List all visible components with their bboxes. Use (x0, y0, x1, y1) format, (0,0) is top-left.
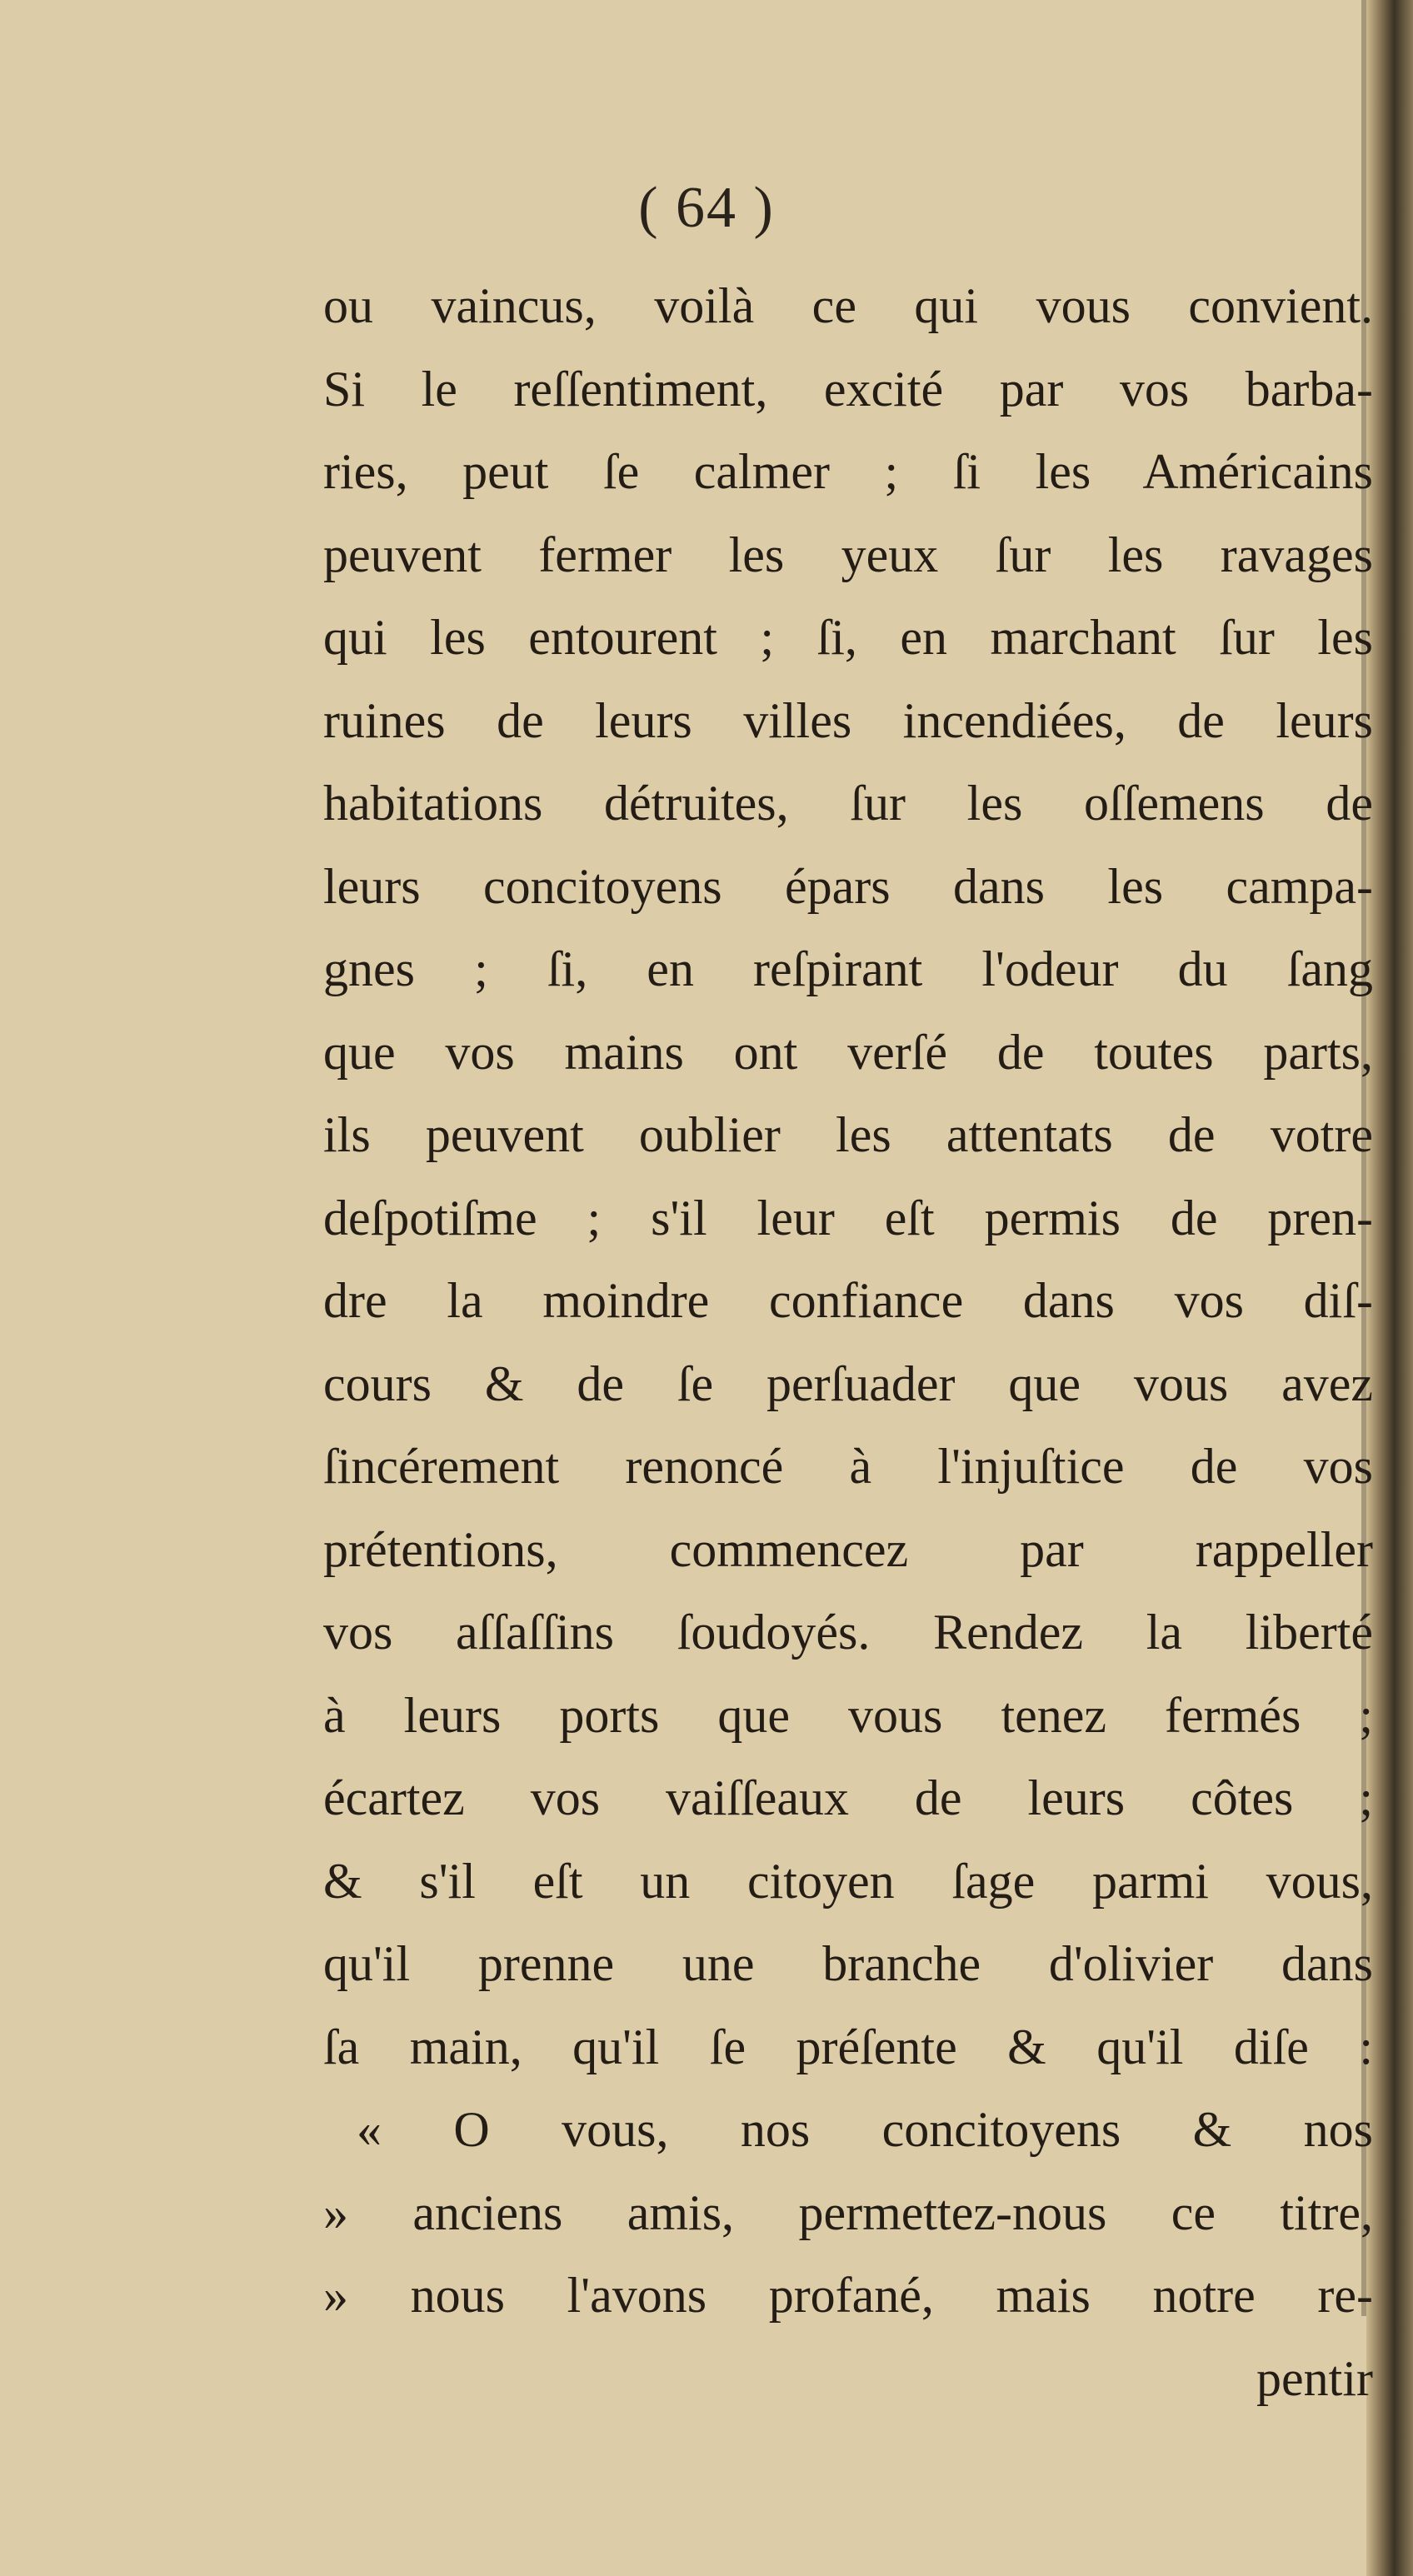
text-line-14: cours & de ſe perſuader que vous avez (323, 1355, 1373, 1411)
text-line-6: ruines de leurs villes incendiées, de leurs (323, 692, 1373, 748)
book-gutter (1366, 0, 1413, 2576)
catchword: pentir (1256, 2350, 1373, 2406)
text-line-15: ſincérement renoncé à l'injuſtice de vos (323, 1439, 1373, 1494)
text-line-13: dre la moindre confiance dans vos diſ- (323, 1273, 1373, 1328)
text-line-21: qu'il prenne une branche d'olivier dans (323, 1936, 1373, 1991)
text-line-5: qui les entourent ; ſi, en marchant ſur les (323, 610, 1373, 665)
text-line-2: Si le reſſentiment, excité par vos barba- (323, 361, 1373, 417)
text-line-22: ſa main, qu'il ſe préſente & qu'il diſe : (323, 2019, 1373, 2074)
text-line-11: ils peuvent oublier les attentats de votre (323, 1107, 1373, 1162)
text-line-7: habitations détruites, ſur les oſſemens de (323, 776, 1373, 831)
text-line-20: & s'il eſt un citoyen ſage parmi vous, (323, 1853, 1373, 1909)
text-line-1: ou vaincus, voilà ce qui vous convient. (323, 278, 1373, 333)
body-text (323, 265, 1373, 2420)
text-line-16: prétentions, commencez par rappeller (323, 1521, 1373, 1577)
text-line-19: écartez vos vaiſſeaux de leurs côtes ; (323, 1770, 1373, 1825)
text-line-18: à leurs ports que vous tenez fermés ; (323, 1687, 1373, 1743)
text-line-8: leurs concitoyens épars dans les campa- (323, 858, 1373, 914)
text-line-17: vos aſſaſſins ſoudoyés. Rendez la liberté (323, 1605, 1373, 1660)
text-line-23: « O vous, nos concitoyens & nos (357, 2102, 1373, 2157)
text-line-12: deſpotiſme ; s'il leur eſt permis de pren- (323, 1190, 1373, 1246)
text-line-4: peuvent fermer les yeux ſur les ravages (323, 527, 1373, 582)
text-line-24: » anciens amis, permettez-nous ce titre, (323, 2184, 1373, 2240)
page-number: ( 64 ) (638, 176, 775, 240)
text-line-10: que vos mains ont verſé de toutes parts, (323, 1024, 1373, 1080)
text-line-9: gnes ; ſi, en reſpirant l'odeur du ſang (323, 941, 1373, 996)
text-line-25: » nous l'avons profané, mais notre re- (323, 2268, 1373, 2323)
text-line-3: ries, peut ſe calmer ; ſi les Américains (323, 444, 1373, 499)
